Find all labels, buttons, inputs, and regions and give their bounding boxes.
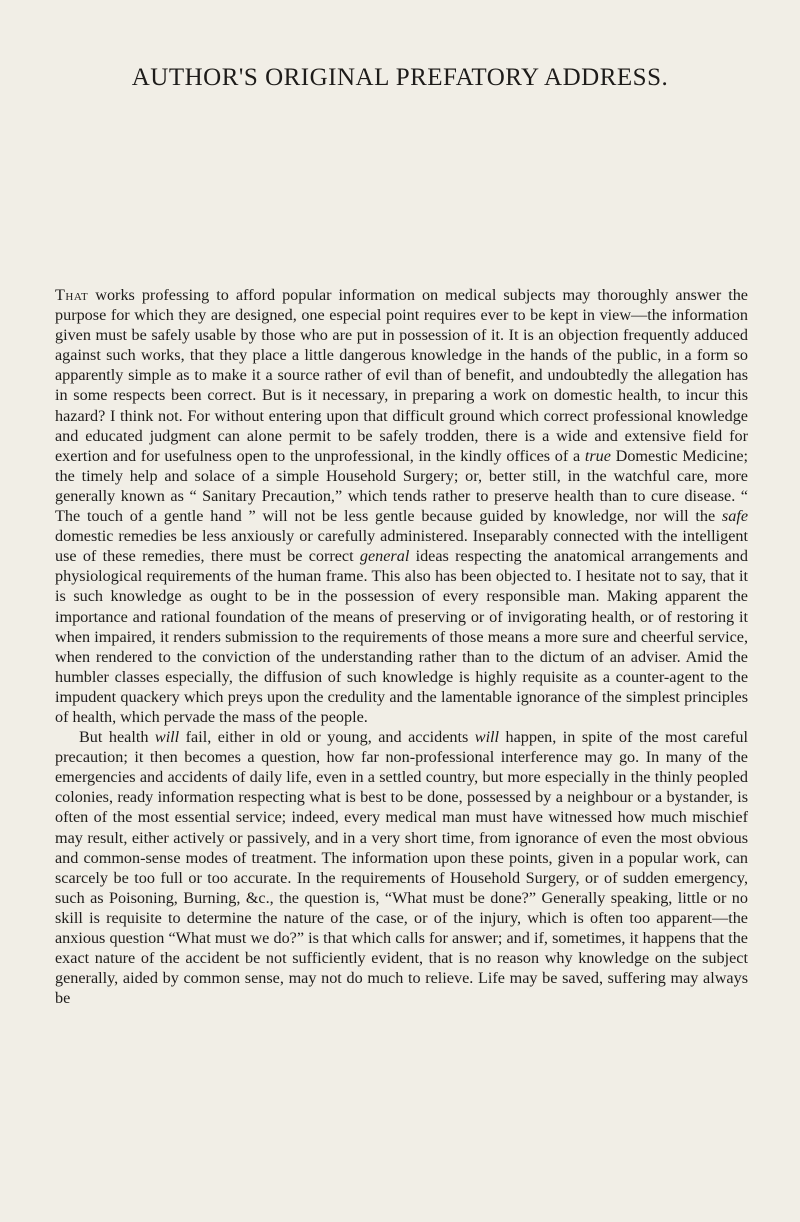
paragraph bbox=[55, 285, 748, 727]
text-run: happen, in spite of the most careful precaution; it then becomes a question, how far non-professional interference may go. In many of the emergencies and accidents of daily life, even in a settled country, but more especially in the thinly peopled colonies, ready information respecting what is best to be done, possessed by a neighbour or a bystander, is often of the most essential service; indeed, every medical man must have witnessed how much mischief may result, either actively or passively, and in a very short time, from ignorance of even the most obvious and common-sense modes of treatment. The information upon these points, given in a popular work, can scarcely be too full or too accurate. In the requirements of Household Surgery, or of sudden emergency, such as Poisoning, Burning, &c., the question is, “What must be done?” Generally speaking, little or no skill is requisite to determine the nature of the case, or of the injury, which is often too apparent—the anxious question “What must we do?” is that which calls for answer; and if, sometimes, it happens that the exact nature of the accident be not sufficiently evident, that is no reason why knowledge on the subject generally, aided by common sense, may not do much to relieve. Life may be saved, suffering may always be bbox=[55, 728, 748, 1008]
small-caps-text: That bbox=[55, 286, 89, 304]
text-run: works professing to afford popular information on medical subjects may thoroughly answer the purpose for which they are designed, one especial point requires ever to be kept in view—the information given must be safely usable by those who are put in possession of it. It is an objection frequently adduced against such works, that they place a little dangerous knowledge in the hands of the public, in a form so apparently simple as to make it a source rather of evil than of benefit, and undoubtedly the allegation has in some respects been correct. But is it necessary, in preparing a work on domestic health, to incur this hazard? I think not. For without entering upon that difficult ground which correct professional knowledge and educated judgment can alone permit to be safely trodden, there is a wide and extensive field for exertion and for usefulness open to the unprofessional, in the kindly offices of a bbox=[55, 286, 748, 465]
text-run: domestic remedies be less anxiously or carefully administered. Inseparably connected with the intelligent use of these remedies, there must be correct bbox=[55, 527, 748, 566]
text-run: But health bbox=[79, 728, 155, 747]
paragraph bbox=[55, 727, 748, 1008]
body-text bbox=[55, 285, 748, 1008]
italic-text: will bbox=[154, 728, 180, 747]
text-run: fail, either in old or young, and accidents bbox=[179, 728, 475, 747]
italic-text: will bbox=[474, 728, 500, 747]
italic-text: true bbox=[584, 446, 611, 465]
text-run: ideas respecting the anatomical arrangements and physiological requirements of the human frame. This also has been objected to. I hesitate not to say, that it is such knowledge as ought to be in the possession of every responsible man. Making apparent the importance and rational foundation of the means of preserving or of invigorating health, or of restoring it when impaired, it renders submission to the requirements of those means a more sure and cheerful service, when rendered to the conviction of the understanding rather than to the dictum of an adviser. Amid the humbler classes especially, the diffusion of such knowledge is highly requisite as a counter-agent to the impudent quackery which preys upon the credulity and the lamentable ignorance of the simplest principles of health, which pervade the mass of the people. bbox=[55, 547, 748, 726]
italic-text: general bbox=[359, 547, 410, 566]
italic-text: safe bbox=[721, 507, 748, 526]
text-run: Domestic Medicine; the timely help and solace of a simple Household Surgery; or, better still, in the watchful care, more generally known as “ Sanitary Precaution,” which tends rather to preserve health than to cure disease. “ The touch of a gentle hand ” will not be less gentle because guided by knowledge, nor will the bbox=[55, 446, 749, 526]
page-heading: AUTHOR'S ORIGINAL PREFATORY ADDRESS. bbox=[131, 64, 669, 91]
